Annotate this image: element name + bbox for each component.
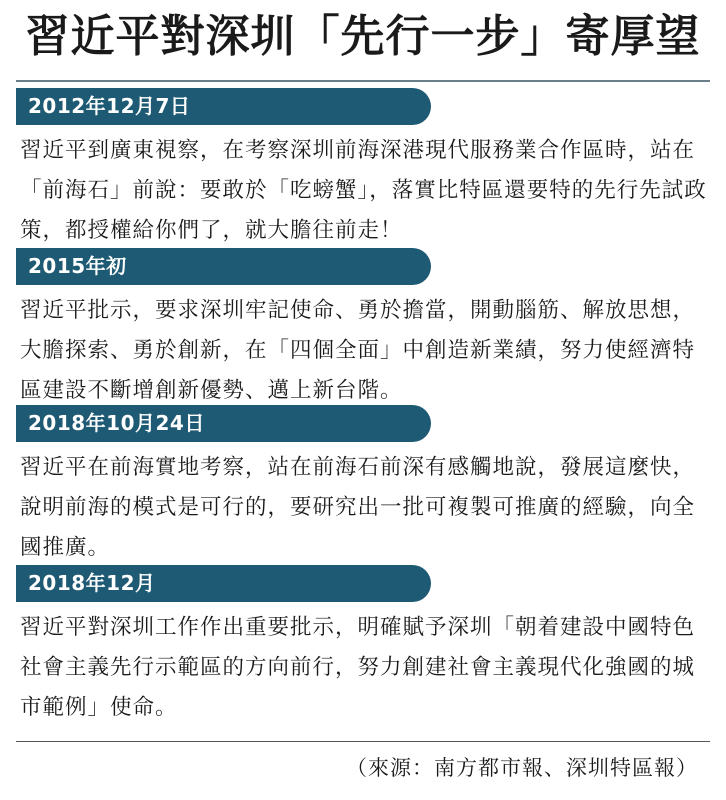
date-banner: 2018年12月 <box>16 565 431 602</box>
date-banner: 2012年12月7日 <box>16 88 431 125</box>
entry-text: 習近平批示，要求深圳牢記使命、勇於擔當，開動腦筋、解放思想，大膽探索、勇於創新，在「四個全面」中創造新業績，努力使經濟特區建設不斷增創新優勢、邁上新台階。 <box>20 298 696 403</box>
timeline-entry-2012 <box>16 88 710 251</box>
footer-divider <box>16 741 710 742</box>
entry-text: 習近平在前海實地考察，站在前海石前深有感觸地說，發展這麼快，說明前海的模式是可行的，要研究出一批可複製可推廣的經驗，向全國推廣。 <box>20 455 696 560</box>
date-banner: 2018年10月24日 <box>16 405 431 442</box>
title-divider <box>16 80 710 82</box>
entry-text: 習近平到廣東視察，在考察深圳前海深港現代服務業合作區時，站在「前海石」前說：要敢於「吃螃蟹」，落實比特區還要特的先行先試政策，都授權給你們了，就大膽往前走！ <box>20 138 707 243</box>
entry-text: 習近平對深圳工作作出重要批示，明確賦予深圳「朝着建設中國特色社會主義先行示範區的方向前行，努力創建社會主義現代化強國的城市範例」使命。 <box>20 615 696 720</box>
timeline-entry-2018-10 <box>16 405 710 568</box>
source-credit: （來源：南方都市報、深圳特區報） <box>346 756 698 780</box>
timeline-entry-2018-12 <box>16 565 710 728</box>
date-banner: 2015年初 <box>16 248 431 285</box>
timeline-entry-2015 <box>16 248 710 411</box>
page-title: 習近平對深圳「先行一步」寄厚望 <box>25 11 701 62</box>
